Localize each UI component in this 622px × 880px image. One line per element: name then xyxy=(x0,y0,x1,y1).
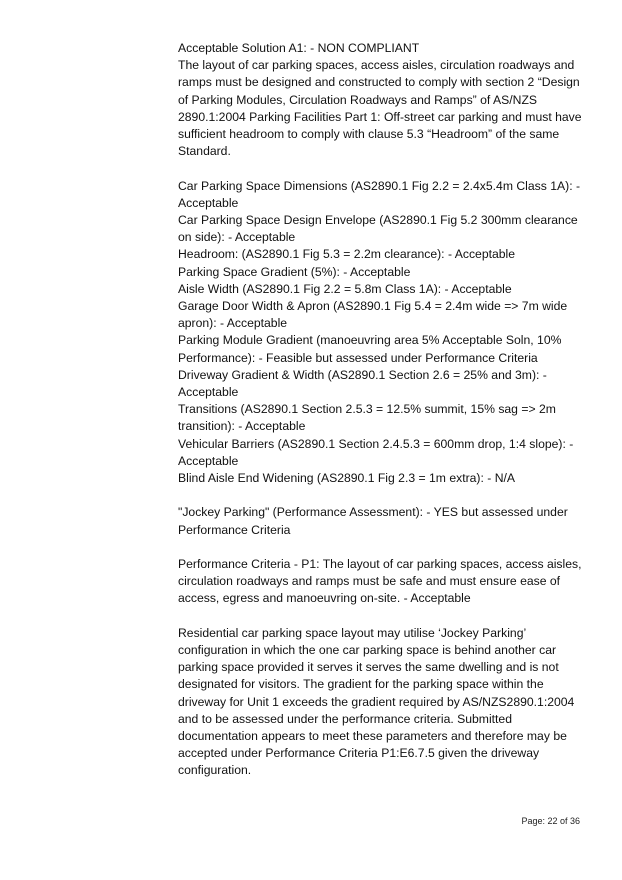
assessment-item: Blind Aisle End Widening (AS2890.1 Fig 2.3 = 1m extra): - N/A xyxy=(178,471,516,486)
assessment-item: Vehicular Barriers (AS2890.1 Section 2.4.5.3 = 600mm drop, 1:4 slope): - Acceptable xyxy=(178,436,574,468)
page-number: Page: 22 of 36 xyxy=(521,816,580,826)
paragraph-gap xyxy=(178,487,590,504)
assessment-item: Garage Door Width & Apron (AS2890.1 Fig 5.4 = 2.4m wide => 7m wide apron): - Acceptable xyxy=(178,299,568,331)
assessment-item: Driveway Gradient & Width (AS2890.1 Section 2.6 = 25% and 3m): - Acceptable xyxy=(178,367,547,400)
paragraph-gap xyxy=(178,539,590,556)
assessment-item: Car Parking Space Dimensions (AS2890.1 Fig 2.2 = 2.4x5.4m Class 1A): - Acceptable xyxy=(178,178,581,210)
section-a1-heading: Acceptable Solution A1: - NON COMPLIANT xyxy=(178,41,420,55)
assessment-item: Parking Space Gradient (5%): - Acceptable xyxy=(178,264,411,279)
document-page xyxy=(178,40,590,780)
paragraph-gap xyxy=(178,160,590,177)
assessment-item: Aisle Width (AS2890.1 Fig 2.2 = 5.8m Class 1A): - Acceptable xyxy=(178,281,512,296)
assessment-item: Transitions (AS2890.1 Section 2.5.3 = 12.5% summit, 15% sag => 2m transition): - Acceptable xyxy=(178,402,556,434)
section-a1-body: The layout of car parking spaces, access aisles, circulation roadways and ramps must be designed and constructed to comply with section 2 “Design of Parking Modules, Circulation Roadways and Ramps” of AS/NZS 2890.1:2004 Parking Facilities Part 1: Off-street car parking and must have sufficient headroom to comply with clause 5.3 “Headroom” of the same Standard. xyxy=(178,58,582,159)
residential-parking-paragraph: Residential car parking space layout may utilise ‘Jockey Parking’ configuration in which the one car parking space is behind another car parking space provided it serves it serves the same dwelling and is not designated for visitors. The gradient for the parking space within the driveway for Unit 1 exceeds the gradient required by AS/NZS2890.1:2004 and to be assessed under the performance criteria. Submitted documentation appears to meet these parameters and therefore may be accepted under Performance Criteria P1:E6.7.5 given the driveway configuration. xyxy=(178,625,575,778)
assessment-list xyxy=(178,178,590,488)
assessment-item: Parking Module Gradient (manoeuvring area 5% Acceptable Soln, 10% Performance): - Feasible but assessed under Performance Criteria xyxy=(178,333,562,365)
paragraph-gap xyxy=(178,608,590,625)
performance-criteria-p1: Performance Criteria - P1: The layout of car parking spaces, access aisles, circulation roadways and ramps must be safe and must ensure ease of access, egress and manoeuvring on-site. - Acceptable xyxy=(178,557,582,606)
assessment-item: Headroom: (AS2890.1 Fig 5.3 = 2.2m clearance): - Acceptable xyxy=(178,247,516,262)
assessment-item: Car Parking Space Design Envelope (AS2890.1 Fig 5.2 300mm clearance on side): - Acceptable xyxy=(178,213,578,245)
jockey-parking-assessment: "Jockey Parking" (Performance Assessment): - YES but assessed under Performance Criteria xyxy=(178,505,568,537)
